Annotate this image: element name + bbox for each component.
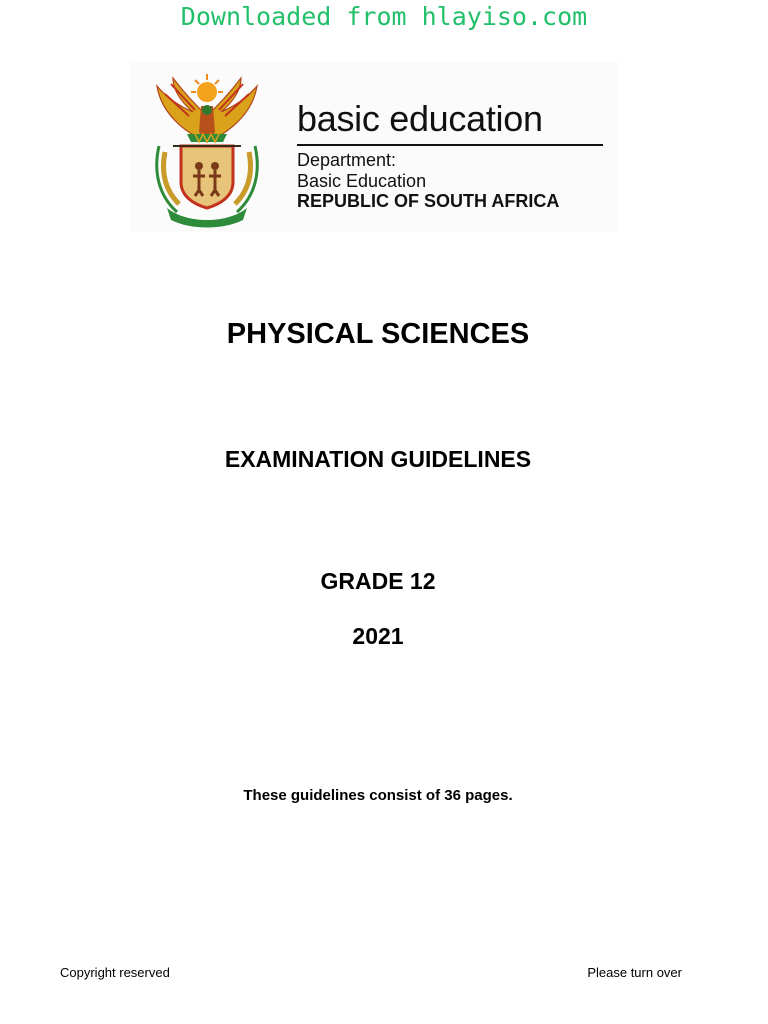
department-name: Basic Education [297,171,427,191]
country-name: REPUBLIC OF SOUTH AFRICA [297,191,560,211]
coat-of-arms-icon [143,72,271,228]
turn-over-footer: Please turn over [587,965,682,980]
grade-label: GRADE 12 [320,568,436,594]
year-label: 2021 [352,623,404,649]
subject-title: PHYSICAL SCIENCES [226,318,530,350]
department-header [131,62,619,232]
document-type: EXAMINATION GUIDELINES [224,446,532,472]
department-label: Department: [297,150,397,170]
copyright-footer: Copyright reserved [60,965,170,980]
brand-underline [297,144,603,146]
brand-title: basic education [297,98,543,139]
watermark-text: Downloaded from hlayiso.com [180,2,588,31]
page-count-note: These guidelines consist of 36 pages. [243,787,513,804]
